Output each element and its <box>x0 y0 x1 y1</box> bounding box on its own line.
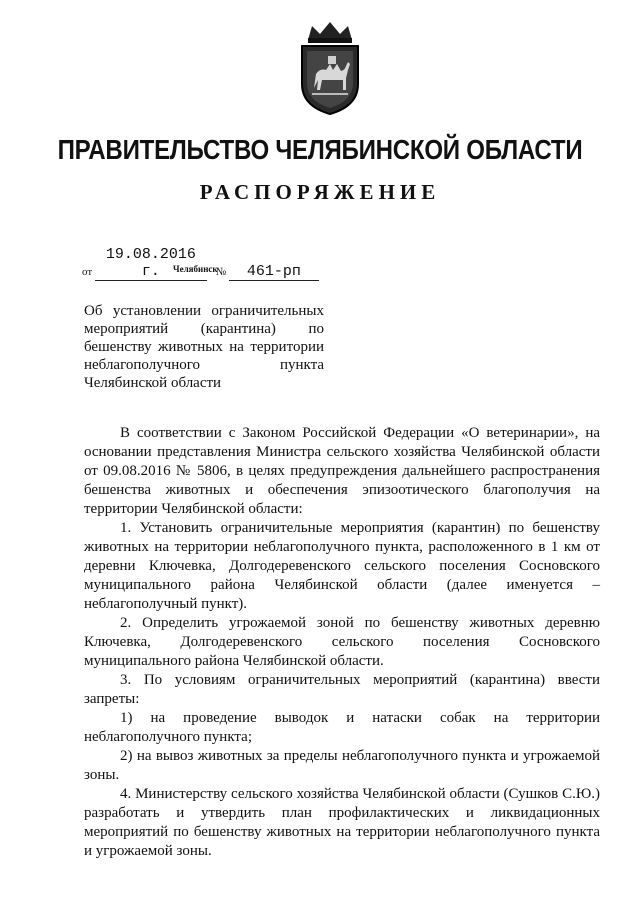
number-value: 461-рп <box>229 263 319 281</box>
body-paragraph: 4. Министерству сельского хозяйства Челябинской области (Сушков С.Ю.) разработать и утвердить план профилактических и ликвидационных мероприятий по бешенству животных на территории неблагополучного пункта и угрожаемой зоны. <box>84 786 600 859</box>
body-paragraph: 2. Определить угрожаемой зоной по бешенству животных деревню Ключевка, Долгодеревенского сельского поселения Сосновского муниципального района Челябинской области. <box>84 615 600 669</box>
coat-of-arms-emblem <box>290 18 370 118</box>
body-paragraph: В соответствии с Законом Российской Федерации «О ветеринарии», на основании представления Министра сельского хозяйства Челябинской области от 09.08.2016 № 5806, в целях предупреждения дальнейшего распространения бешенства животных и обеспечения эпизоотического благополучия на территории Челябинской области: <box>84 425 600 517</box>
city-name: Челябинск <box>173 264 218 274</box>
body-paragraph: 2) на вывоз животных за пределы неблагополучного пункта и угрожаемой зоны. <box>84 748 600 783</box>
body-paragraph: 1) на проведение выводок и натаски собак на территории неблагополучного пункта; <box>84 710 600 745</box>
body-paragraph: 1. Установить ограничительные мероприятия (карантин) по бешенству животных на территории неблагополучного пункта, расположенного в 1 км от деревни Ключевка, Долгодеревенского сельского поселения Сосновского муниципального района Челябинской области (далее именуется – неблагополучный пункт). <box>84 520 600 612</box>
number-label: № <box>215 266 227 278</box>
document-type: РАСПОРЯЖЕНИЕ <box>199 180 441 204</box>
date-value: 19.08.2016 г. <box>95 246 207 281</box>
government-title: ПРАВИТЕЛЬСТВО ЧЕЛЯБИНСКОЙ ОБЛАСТИ <box>57 134 583 165</box>
document-body <box>84 424 600 861</box>
date-label: от <box>82 266 93 278</box>
body-paragraph: 3. По условиям ограничительных мероприятий (карантина) ввести запреты: <box>84 672 600 707</box>
document-subject: Об установлении ограничительных мероприятий (карантина) по бешенству животных на территории неблагополучного пункта Челябинской области <box>84 303 324 391</box>
